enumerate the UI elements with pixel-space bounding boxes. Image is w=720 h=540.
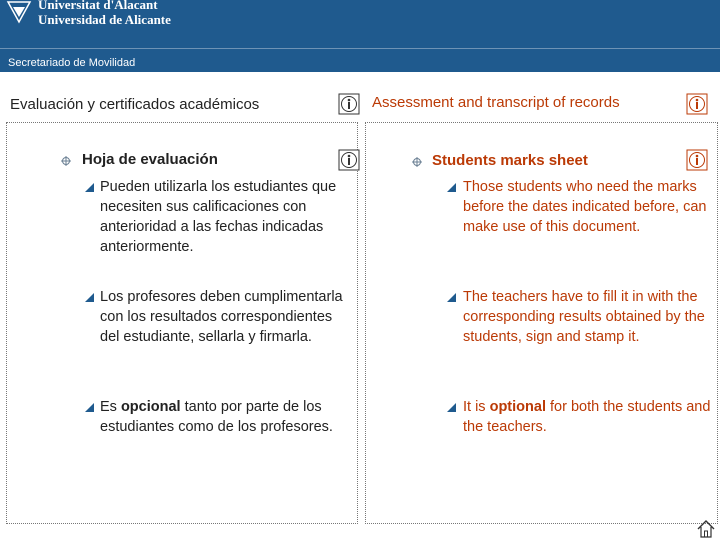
left-item-2: Los profesores deben cumplimentarla con los resultados correspondientes del estudiante, sellarla y firmarla.: [100, 289, 343, 345]
arrow-icon: [446, 182, 457, 193]
arrow-icon: [84, 182, 95, 193]
right-subtitle: Students marks sheet: [432, 152, 588, 169]
arrow-icon: [84, 402, 95, 413]
home-icon[interactable]: [696, 519, 716, 539]
info-icon[interactable]: [338, 149, 360, 171]
right-title: Assessment and transcript of records: [372, 94, 620, 111]
right-item-3-bold: optional: [489, 399, 546, 415]
bullet-icon: [412, 157, 422, 167]
department-name: Secretariado de Movilidad: [8, 57, 136, 69]
info-icon[interactable]: [686, 93, 708, 115]
university-name-ca: Universitat d'Alacant: [38, 0, 158, 12]
right-item-3-text-end: for both the students and the teachers.: [463, 399, 711, 435]
university-name-es: Universidad de Alicante: [38, 12, 171, 27]
left-title: Evaluación y certificados académicos: [10, 96, 260, 113]
left-item-3-text-end: tanto por parte de los estudiantes como de los profesores.: [100, 399, 333, 435]
right-item-3: [463, 397, 713, 437]
right-item-1: Those students who need the marks before the dates indicated before, can make use of this document.: [463, 179, 707, 235]
university-logo-icon: [6, 0, 32, 24]
left-item-1: Pueden utilizarla los estudiantes que necesiten sus calificaciones con anterioridad a las fechas indicadas anteriormente.: [100, 179, 337, 255]
right-item-2: The teachers have to fill it in with the corresponding results obtained by the students, sign and stamp it.: [463, 289, 705, 345]
info-icon[interactable]: [338, 93, 360, 115]
left-item-3-text: Es: [100, 399, 121, 415]
arrow-icon: [446, 402, 457, 413]
arrow-icon: [84, 292, 95, 303]
header-banner: [0, 0, 720, 72]
header-divider: [0, 48, 720, 49]
right-item-3-text: It is: [463, 399, 490, 415]
left-item-3: [100, 397, 350, 437]
left-subtitle: Hoja de evaluación: [82, 151, 218, 168]
arrow-icon: [446, 292, 457, 303]
left-item-3-bold: opcional: [120, 399, 181, 415]
info-icon[interactable]: [686, 149, 708, 171]
bullet-icon: [61, 156, 71, 166]
